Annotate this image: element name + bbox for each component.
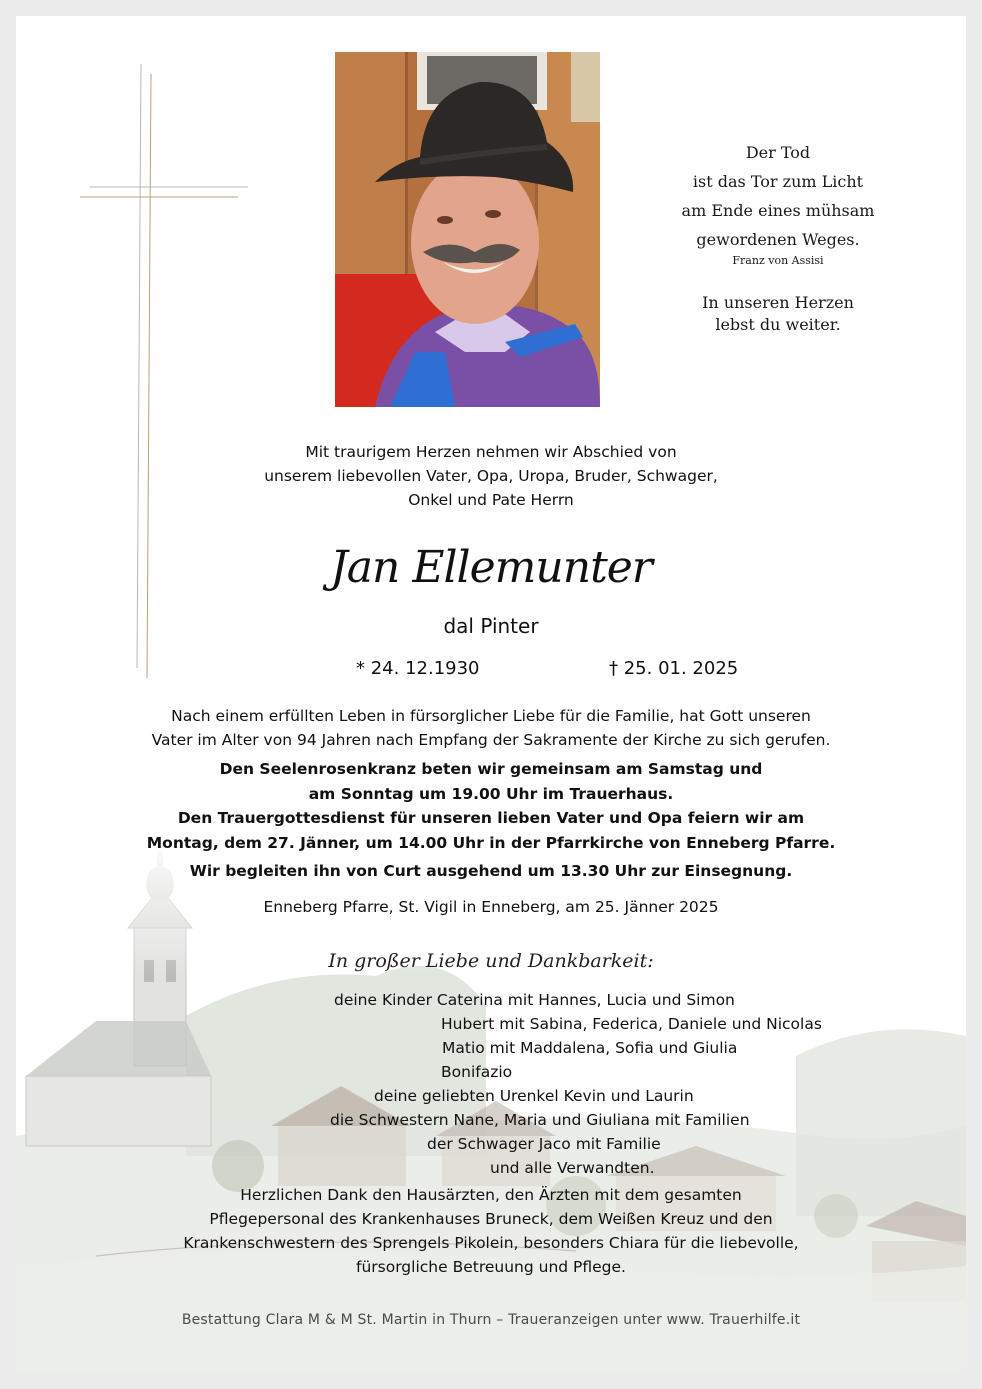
paragraph-line: Den Seelenrosenkranz beten wir gemeinsam am Samstag und: [219, 760, 763, 778]
portrait-photo: [335, 52, 600, 407]
intro-line: unserem liebevollen Vater, Opa, Uropa, Bruder, Schwager,: [264, 467, 718, 485]
family-line: und alle Verwandten.: [490, 1159, 655, 1177]
closing-line: Herzlichen Dank den Hausärzten, den Ärzten mit dem gesamten: [240, 1186, 742, 1204]
closing-line: fürsorgliche Betreuung und Pflege.: [356, 1258, 626, 1276]
family-line: deine geliebten Urenkel Kevin und Laurin: [374, 1087, 694, 1105]
intro-text: [16, 440, 966, 512]
intro-line: Onkel und Pate Herrn: [408, 491, 574, 509]
family-line: Hubert mit Sabina, Federica, Daniele und Nicolas: [441, 1015, 822, 1033]
paragraph-line: am Sonntag um 19.00 Uhr im Trauerhaus.: [308, 784, 674, 803]
paragraph-line: Montag, dem 27. Jänner, um 14.00 Uhr in der Pfarrkirche von Enneberg Pfarre.: [146, 833, 836, 852]
death-date: † 25. 01. 2025: [609, 658, 739, 679]
cross-icon: [16, 16, 316, 716]
closing-line: Pflegepersonal des Krankenhauses Bruneck, dem Weißen Kreuz und den: [209, 1210, 773, 1228]
family-line: die Schwestern Nane, Maria und Giuliana mit Familien: [330, 1111, 750, 1129]
quote-line: lebst du weiter.: [715, 315, 841, 334]
quote-author: Franz von Assisi: [732, 254, 824, 267]
birth-date: * 24. 12.1930: [356, 658, 480, 679]
place-date-line: Enneberg Pfarre, St. Vigil in Enneberg, am 25. Jänner 2025: [263, 898, 719, 916]
quote-line: In unseren Herzen: [702, 293, 854, 312]
obituary-card: [16, 16, 966, 1373]
quote-line: ist das Tor zum Licht: [692, 172, 864, 191]
deceased-name: Jan Ellemunter: [330, 542, 652, 593]
life-paragraph: [16, 704, 966, 752]
funeral-home-footer: Bestattung Clara M & M St. Martin in Thurn – Traueranzeigen unter www. Trauerhilfe.it: [181, 1312, 801, 1328]
service-paragraph: [16, 757, 966, 855]
family-line: deine Kinder Caterina mit Hannes, Lucia und Simon: [334, 991, 735, 1009]
closing-line: Krankenschwestern des Sprengels Pikolein, besonders Chiara für die liebevolle,: [183, 1234, 799, 1252]
family-line: Bonifazio: [441, 1063, 513, 1081]
family-line: der Schwager Jaco mit Familie: [427, 1135, 661, 1153]
quote-block: [668, 138, 888, 336]
intro-line: Mit traurigem Herzen nehmen wir Abschied von: [305, 443, 677, 461]
paragraph-line: Vater im Alter von 94 Jahren nach Empfang der Sakramente der Kirche zu sich gerufen.: [151, 731, 831, 749]
family-line: Matio mit Maddalena, Sofia und Giulia: [442, 1039, 738, 1057]
paragraph-line: Den Trauergottesdienst für unseren lieben Vater und Opa feiern wir am: [177, 809, 805, 827]
thanks-closing: [16, 1183, 966, 1279]
procession-paragraph: Wir begleiten ihn von Curt ausgehend um 13.30 Uhr zur Einsegnung.: [189, 862, 793, 880]
paragraph-line: Nach einem erfüllten Leben in fürsorglicher Liebe für die Familie, hat Gott unseren: [171, 707, 811, 725]
quote-line: gewordenen Weges.: [696, 230, 860, 249]
quote-line: am Ende eines mühsam: [681, 201, 875, 220]
quote-line: Der Tod: [745, 143, 811, 162]
deceased-nickname: dal Pinter: [443, 614, 539, 638]
thanks-title: In großer Liebe und Dankbarkeit:: [328, 950, 654, 972]
